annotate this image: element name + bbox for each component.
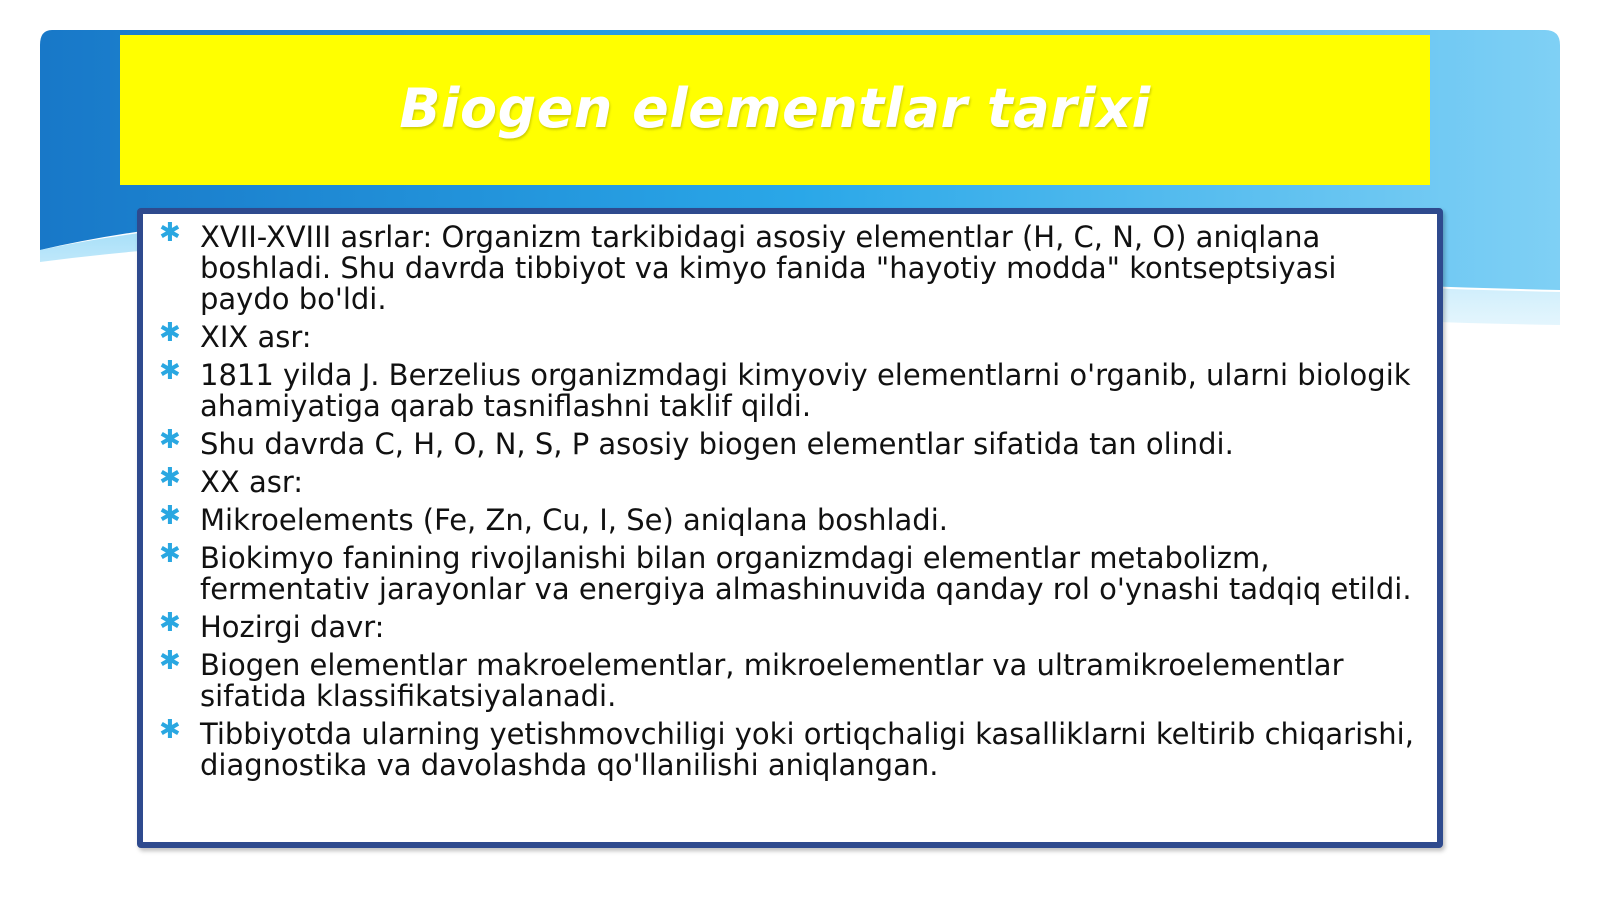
bullet-item [155, 646, 1417, 713]
asterisk-bullet-icon: ✱ [159, 318, 181, 348]
bullet-item [155, 463, 1417, 499]
bullet-item [155, 218, 1417, 316]
bullet-text: XIX asr: [200, 320, 312, 354]
content-panel [137, 208, 1443, 848]
asterisk-bullet-icon: ✱ [159, 646, 181, 676]
bullet-text: 1811 yilda J. Berzelius organizmdagi kimyoviy elementlarni o'rganib, ularni biologik ahamiyatiga qarab tasniflashni taklif qildi. [200, 358, 1411, 423]
title-banner [120, 35, 1430, 185]
slide-title: Biogen elementlar tarixi [399, 77, 1151, 140]
bullet-text: Mikroelements (Fe, Zn, Cu, I, Se) aniqlana boshladi. [200, 503, 948, 537]
bullet-item [155, 501, 1417, 537]
asterisk-bullet-icon: ✱ [159, 463, 181, 493]
asterisk-bullet-icon: ✱ [159, 218, 181, 248]
bullet-text: XX asr: [200, 465, 304, 499]
bullet-item [155, 356, 1417, 423]
asterisk-bullet-icon: ✱ [159, 425, 181, 455]
bullet-item [155, 715, 1417, 782]
bullet-text: Shu davrda C, H, O, N, S, P asosiy biogen elementlar sifatida tan olindi. [200, 427, 1234, 461]
bullet-item [155, 425, 1417, 461]
asterisk-bullet-icon: ✱ [159, 501, 181, 531]
bullet-text: Hozirgi davr: [200, 610, 385, 644]
asterisk-bullet-icon: ✱ [159, 356, 181, 386]
bullet-text: XVII-XVIII asrlar: Organizm tarkibidagi asosiy elementlar (H, C, N, O) aniqlana boshladi. Shu davrda tibbiyot va kimyo fanida "hayotiy modda" kontseptsiyasi paydo bo'ldi. [200, 220, 1337, 316]
bullet-item [155, 608, 1417, 644]
bullet-text: Biokimyo fanining rivojlanishi bilan organizmdagi elementlar metabolizm, fermentativ jarayonlar va energiya almashinuvida qanday rol o'ynashi tadqiq etildi. [200, 541, 1412, 606]
bullet-list [143, 214, 1437, 781]
bullet-text: Biogen elementlar makroelementlar, mikroelementlar va ultramikroelementlar sifatida klassifikatsiyalanadi. [200, 648, 1344, 713]
asterisk-bullet-icon: ✱ [159, 715, 181, 745]
bullet-item [155, 539, 1417, 606]
asterisk-bullet-icon: ✱ [159, 539, 181, 569]
bullet-item [155, 318, 1417, 354]
asterisk-bullet-icon: ✱ [159, 608, 181, 638]
bullet-text: Tibbiyotda ularning yetishmovchiligi yoki ortiqchaligi kasalliklarni keltirib chiqarishi, diagnostika va davolashda qo'llanilishi aniqlangan. [200, 717, 1414, 782]
